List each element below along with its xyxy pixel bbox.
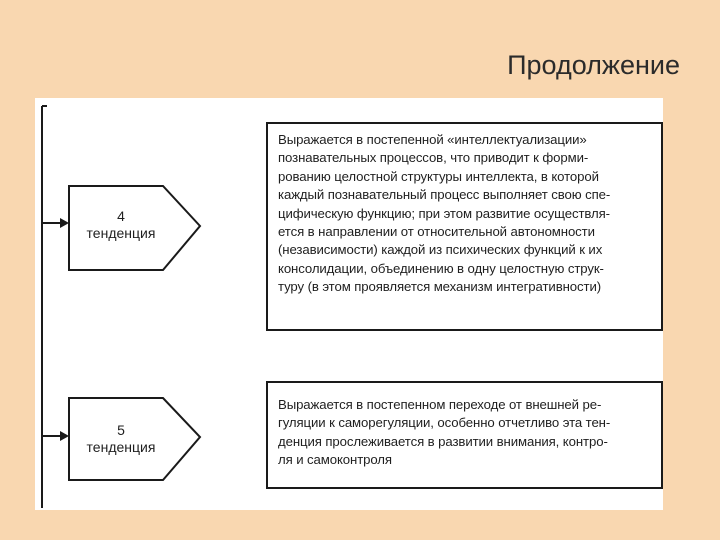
description-line: Выражается в постепенном переходе от внешней ре- <box>278 397 602 412</box>
description-line: гуляции к саморегуляции, особенно отчетливо эта тен- <box>278 415 611 431</box>
tendency-4-label <box>69 208 173 242</box>
description-line: денция прослеживается в развитии внимания, контро- <box>278 433 608 449</box>
description-line: Выражается в постепенной «интеллектуализации» <box>278 132 587 147</box>
description-line: (независимости) каждой из психических функций к их <box>278 242 603 258</box>
description-line: туру (в этом проявляется механизм интегративности) <box>278 279 602 295</box>
tendency-5-number: 5 <box>117 422 125 438</box>
tendency-5-word: тенденция <box>86 439 156 455</box>
description-line: каждый познавательный процесс выполняет свою спе- <box>278 187 611 203</box>
diagram-figure <box>35 98 663 510</box>
tendency-5-label <box>69 422 173 456</box>
description-line: ется в направлении от относительной автономности <box>278 224 595 240</box>
description-line: цифическую функцию; при этом развитие осуществля- <box>278 205 610 221</box>
tendency-4-description <box>266 122 663 331</box>
description-line: рованию целостной структуры интеллекта, в которой <box>278 168 599 184</box>
tendency-4-number: 4 <box>117 208 125 224</box>
description-line: ля и самоконтроля <box>278 452 392 468</box>
description-line: консолидации, объединению в одну целостную струк- <box>278 260 604 276</box>
arrow-5-head <box>60 431 69 441</box>
slide-title: Продолжение <box>507 50 680 80</box>
tendency-5-description <box>266 381 663 489</box>
tendency-4-word: тенденция <box>86 225 156 241</box>
arrow-4-head <box>60 218 69 228</box>
description-line: познавательных процессов, что приводит к форми- <box>278 150 589 166</box>
